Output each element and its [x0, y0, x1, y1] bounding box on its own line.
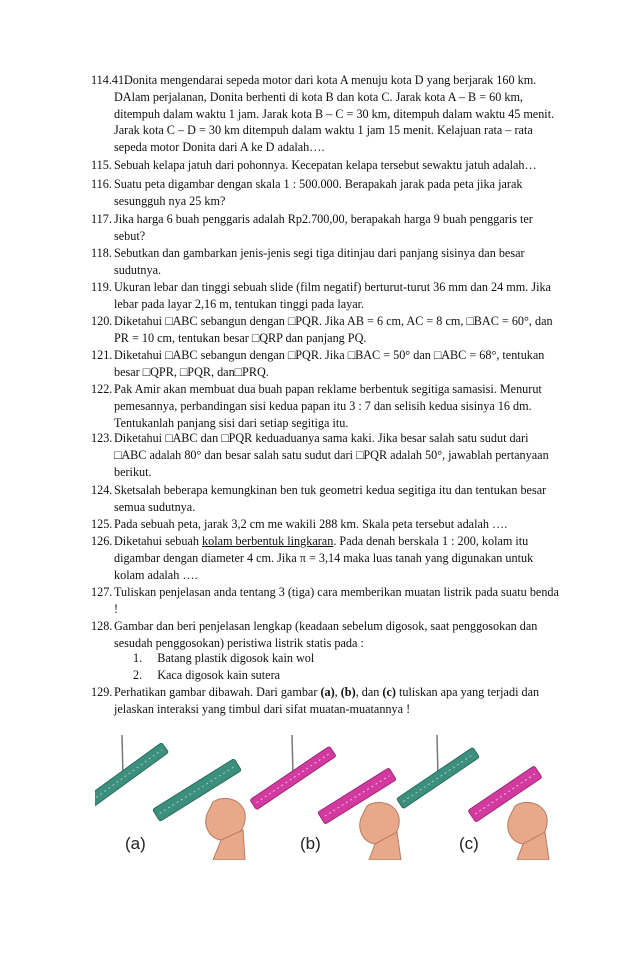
hanging-rod-green	[95, 743, 169, 814]
panel-a	[95, 735, 245, 860]
question-122	[91, 381, 561, 431]
question-number: 114.41.	[91, 73, 128, 87]
sublist-item-1	[133, 650, 314, 667]
question-119	[91, 279, 561, 313]
figure-illustration	[95, 730, 565, 860]
question-125	[91, 516, 561, 533]
question-number: 118.	[91, 246, 112, 260]
question-number: 122.	[91, 382, 113, 396]
question-text: Pada sebuah peta, jarak 3,2 cm me wakili 288 km. Skala peta tersebut adalah ….	[114, 517, 508, 531]
text-segment: , dan	[355, 685, 383, 699]
sublist-number: 1.	[133, 651, 143, 665]
question-number: 117.	[91, 212, 112, 226]
question-text	[91, 533, 561, 583]
text-segment: Perhatikan gambar dibawah. Dari gambar	[114, 685, 321, 699]
text-segment: tuliskan apa yang terjadi dan jelaskan interaksi yang timbul dari sifat muatan-muatannya !	[114, 685, 540, 716]
question-124	[91, 482, 561, 516]
caption-c: (c)	[459, 834, 479, 853]
question-118	[91, 245, 561, 279]
electrostatics-figure	[95, 730, 565, 860]
question-text: Gambar dan beri penjelasan lengkap (keadaan sebelum digosok, saat penggosokan dan sesudah penggosokan) peristiwa listrik statis pada :	[114, 619, 538, 650]
question-123	[91, 430, 561, 480]
sublist-text: Kaca digosok kain sutera	[157, 668, 281, 682]
question-text: Sebutkan dan gambarkan jenis-jenis segi tiga ditinjau dari panjang sisinya dan besar sudutnya.	[114, 246, 525, 277]
bold-label-b: (b)	[340, 685, 356, 699]
question-number: 116.	[91, 177, 112, 191]
question-text: Donita mengendarai sepeda motor dari kota A menuju kota D yang berjarak 160 km. DAlam perjalanan, Donita berhenti di kota B dan kota C. Jarak kota A – B = 60 km, ditempuh dalam waktu 1 jam. Jarak kota B – C = 30 km, ditempuh dalam waktu 45 menit. Jarak kota C – D = 30 km ditempuh dalam waktu 1 jam 15 menit. Kelajuan rata – rata sepeda motor Donita dari A ke D adalah….	[114, 73, 555, 155]
question-text: Pak Amir akan membuat dua buah papan reklame berbentuk segitiga samasisi. Menurut pemesannya, perbandingan sisi kedua papan itu 3 : 7 dan selisih kedua sisinya 16 dm. Tentukanlah panjang sisi dari setiap segitiga itu.	[114, 382, 542, 430]
question-number: 128.	[91, 619, 113, 633]
question-number: 126.	[91, 534, 113, 548]
string-line	[437, 735, 438, 776]
question-126	[91, 533, 561, 583]
sublist-text: Batang plastik digosok kain wol	[157, 651, 315, 665]
question-number: 129.	[91, 685, 113, 699]
question-text	[91, 684, 561, 718]
question-128	[91, 618, 561, 652]
question-127	[91, 584, 561, 618]
question-115	[91, 157, 561, 174]
sublist-number: 2.	[133, 668, 143, 682]
question-text: Suatu peta digambar dengan skala 1 : 500.000. Berapakah jarak pada peta jika jarak sesungguh nya 25 km?	[114, 177, 523, 208]
question-number: 123.	[91, 431, 113, 445]
question-text: Diketahui □ABC dan □PQR keduaduanya sama kaki. Jika besar salah satu sudut dari □ABC adalah 80° dan besar salah satu sudut dari □PQR adalah 50°, jawablah pertanyaan berikut.	[114, 431, 549, 479]
text-segment: ,	[334, 685, 341, 699]
question-text: Diketahui □ABC sebangun dengan □PQR. Jika □BAC = 50° dan □ABC = 68°, tentukan besar □QPR, □PQR, dan□PRQ.	[114, 348, 545, 379]
string-line	[292, 735, 293, 776]
question-text: Diketahui □ABC sebangun dengan □PQR. Jika AB = 6 cm, AC = 8 cm, □BAC = 60°, dan PR = 10 cm, tentukan besar □QRP dan panjang PQ.	[114, 314, 553, 345]
question-number: 127.	[91, 585, 113, 599]
question-116	[91, 176, 561, 210]
underlined-text: kolam berbentuk lingkaran	[202, 534, 334, 548]
question-number: 121.	[91, 348, 113, 362]
text-segment: Diketahui sebuah	[114, 534, 202, 548]
question-120	[91, 313, 561, 347]
panel-b	[250, 735, 401, 860]
question-number: 115.	[91, 158, 112, 172]
sublist-item-2	[133, 667, 280, 684]
bold-label-a: (a)	[320, 685, 335, 699]
question-number: 124.	[91, 483, 113, 497]
question-text: Sketsalah beberapa kemungkinan ben tuk geometri kedua segitiga itu dan tentukan besar semua sudutnya.	[114, 483, 547, 514]
question-text: Ukuran lebar dan tinggi sebuah slide (film negatif) berturut-turut 36 mm dan 24 mm. Jika lebar pada layar 2,16 m, tentukan tinggi pada layar.	[114, 280, 551, 311]
question-number: 119.	[91, 280, 112, 294]
question-number: 120.	[91, 314, 113, 328]
caption-b: (b)	[300, 834, 321, 853]
question-129	[91, 684, 561, 718]
question-text: Sebuah kelapa jatuh dari pohonnya. Kecepatan kelapa tersebut sewaktu jatuh adalah…	[114, 158, 537, 172]
question-number: 125.	[91, 517, 113, 531]
bold-label-c: (c)	[382, 685, 396, 699]
question-117	[91, 211, 561, 245]
text-segment: . Pada denah berskala 1 : 200, kolam itu digambar dengan diameter 4 cm. Jika π = 3,14 maka luas tanah yang digunakan untuk kolam adalah ….	[114, 534, 534, 582]
caption-a: (a)	[125, 834, 146, 853]
question-114	[91, 72, 561, 156]
question-text: Jika harga 6 buah penggaris adalah Rp2.700,00, berapakah harga 9 buah penggaris ter sebut?	[114, 212, 533, 243]
question-text: Tuliskan penjelasan anda tentang 3 (tiga) cara memberikan muatan listrik pada suatu benda !	[114, 585, 559, 616]
question-121	[91, 347, 561, 381]
